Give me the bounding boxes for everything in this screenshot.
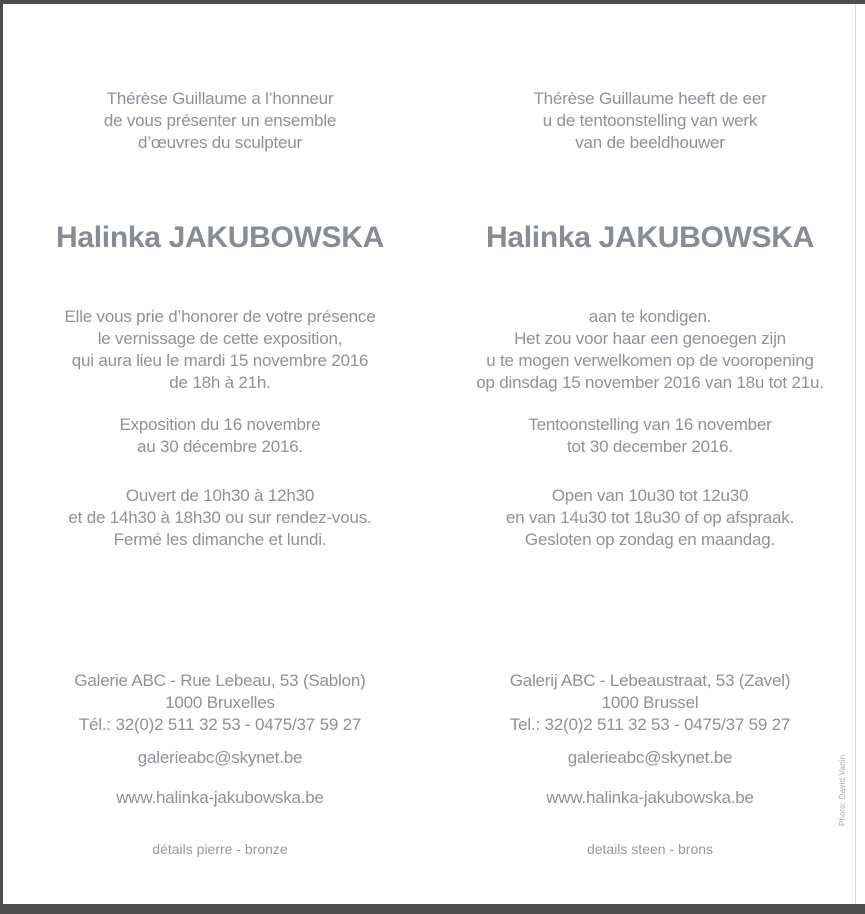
intro-line: d’œuvres du sculpteur — [138, 133, 302, 152]
intro-line: van de beeldhouwer — [575, 133, 725, 152]
address-line: 1000 Brussel — [601, 693, 699, 712]
website-text: www.halinka-jakubowska.be — [546, 788, 754, 807]
intro-line: Thérèse Guillaume a l’honneur — [106, 89, 334, 108]
dutch-opening-hours — [455, 485, 845, 551]
dates-line: tot 30 december 2016. — [567, 437, 733, 456]
dutch-gallery-email — [455, 747, 845, 769]
address-line: Tél.: 32(0)2 511 32 53 - 0475/37 59 27 — [78, 715, 362, 734]
photo-credit: Photo: David Vanin — [838, 754, 847, 826]
hours-line: Ouvert de 10h30 à 12h30 — [125, 486, 315, 505]
french-intro-text — [25, 88, 415, 154]
hours-line: en van 14u30 tot 18u30 of op afspraak. — [505, 508, 795, 527]
intro-line: Thérèse Guillaume heeft de eer — [533, 89, 767, 108]
intro-line: u de tentoonstelling van werk — [542, 111, 758, 130]
dutch-invitation-text — [455, 306, 845, 394]
dutch-photo-caption — [455, 840, 845, 858]
french-exhibition-dates — [25, 414, 415, 458]
french-photo-caption — [25, 840, 415, 858]
french-panel — [25, 0, 415, 914]
hours-line: et de 14h30 à 18h30 ou sur rendez-vous. — [68, 508, 372, 527]
invitation-line: op dinsdag 15 november 2016 van 18u tot 21u. — [476, 373, 824, 392]
email-text: galerieabc@skynet.be — [137, 748, 303, 767]
card-right-edge — [855, 4, 856, 904]
address-line: Tel.: 32(0)2 511 32 53 - 0475/37 59 27 — [509, 715, 791, 734]
intro-line: de vous présenter un ensemble — [103, 111, 337, 130]
hours-line: Gesloten op zondag en maandag. — [524, 530, 776, 549]
french-artist-name — [25, 220, 415, 256]
artist-name-text: Halinka JAKUBOWSKA — [56, 221, 384, 254]
hours-line: Fermé les dimanche et lundi. — [113, 530, 327, 549]
french-gallery-email — [25, 747, 415, 769]
dates-line: au 30 décembre 2016. — [136, 437, 304, 456]
invitation-line: le vernissage de cette exposition, — [97, 329, 343, 348]
invitation-line: Elle vous prie d’honorer de votre présence — [64, 307, 376, 326]
dutch-exhibition-dates — [455, 414, 845, 458]
hours-line: Open van 10u30 tot 12u30 — [551, 486, 749, 505]
dates-line: Tentoonstelling van 16 november — [528, 415, 772, 434]
caption-text: détails pierre - bronze — [152, 841, 288, 857]
dutch-gallery-address — [455, 670, 845, 736]
invitation-line: Het zou voor haar een genoegen zijn — [514, 329, 786, 348]
artist-name-text: Halinka JAKUBOWSKA — [486, 221, 814, 254]
french-invitation-text — [25, 306, 415, 394]
invitation-line: de 18h à 21h. — [169, 373, 271, 392]
french-opening-hours — [25, 485, 415, 551]
address-line: Galerie ABC - Rue Lebeau, 53 (Sablon) — [74, 671, 366, 690]
invitation-line: u te mogen verwelkomen op de vooropening — [486, 351, 814, 370]
french-gallery-website — [25, 787, 415, 809]
email-text: galerieabc@skynet.be — [567, 748, 733, 767]
dutch-intro-text — [455, 88, 845, 154]
dutch-gallery-website — [455, 787, 845, 809]
french-gallery-address — [25, 670, 415, 736]
website-text: www.halinka-jakubowska.be — [116, 788, 324, 807]
dates-line: Exposition du 16 novembre — [119, 415, 321, 434]
dutch-artist-name — [455, 220, 845, 256]
address-line: 1000 Bruxelles — [165, 693, 275, 712]
invitation-line: aan te kondigen. — [588, 307, 712, 326]
dutch-panel — [455, 0, 845, 914]
address-line: Galerij ABC - Lebeaustraat, 53 (Zavel) — [509, 671, 791, 690]
caption-text: details steen - brons — [586, 841, 714, 857]
invitation-line: qui aura lieu le mardi 15 novembre 2016 — [71, 351, 369, 370]
scan-border-left — [0, 0, 3, 914]
